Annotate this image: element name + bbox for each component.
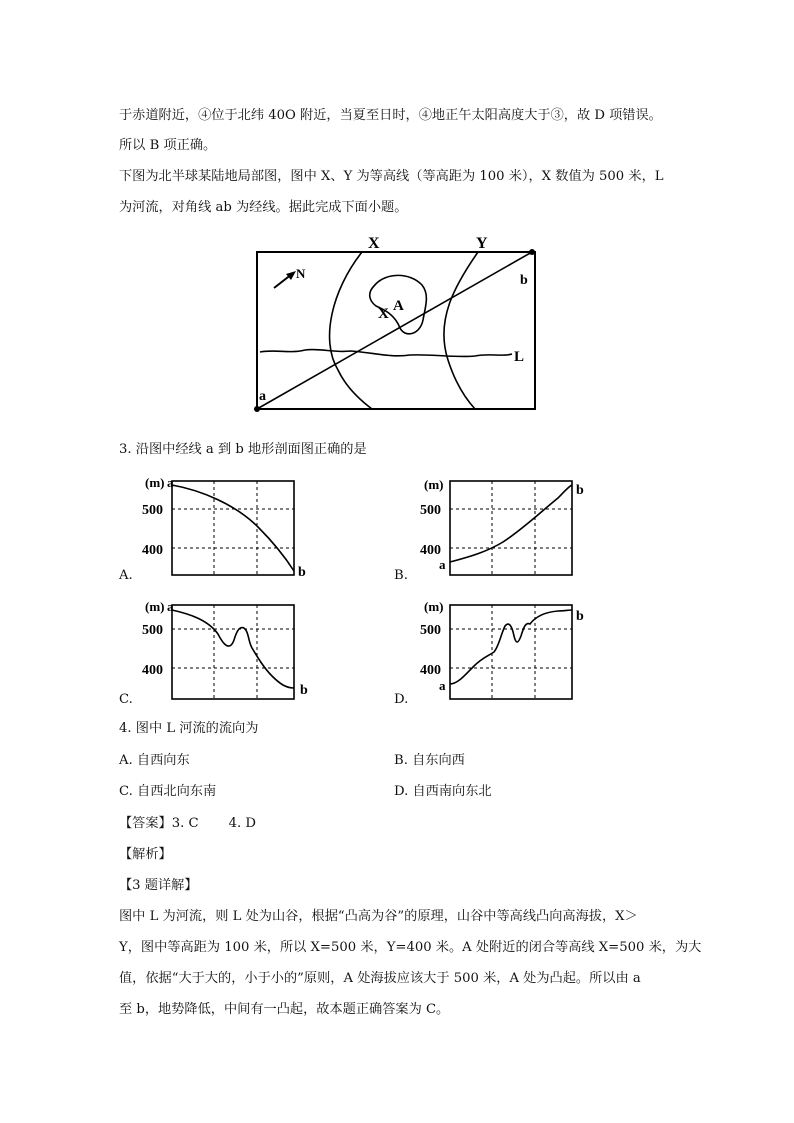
chart-d-tick-400: 400	[420, 663, 441, 678]
chart-c-frame	[172, 605, 294, 699]
option-c-label: C.	[119, 692, 133, 707]
chart-d-profile-line	[450, 610, 572, 684]
label-north: N	[296, 266, 306, 281]
chart-d-label-a: a	[439, 678, 446, 693]
label-point-a: a	[259, 389, 266, 404]
chart-a-tick-400: 400	[142, 543, 163, 558]
option-d-label: D.	[394, 692, 409, 707]
chart-d-label-b: b	[576, 609, 584, 624]
analysis-line-3: 值，依据“大于大的，小于小的”原则，A 处海拔应该大于 500 米，A 处为凸起。所以由 a	[119, 971, 641, 986]
chart-b-tick-400: 400	[420, 543, 441, 558]
contour-x	[330, 252, 372, 409]
chart-b-label-a: a	[439, 557, 446, 572]
contour-map	[250, 230, 550, 420]
analysis-heading: 【解析】	[119, 847, 172, 862]
label-river-l: L	[514, 349, 525, 365]
label-x-top: X	[368, 235, 380, 252]
analysis-subheading: 【3 题详解】	[119, 878, 198, 893]
paragraph-line-3: 下图为北半球某陆地局部图，图中 X、Y 为等高线（等高距为 100 米），X 数值为 500 米，L	[119, 169, 664, 184]
chart-a-frame	[172, 481, 294, 575]
analysis-line-1: 图中 L 为河流，则 L 处为山谷，根据“凸高为谷”的原理，山谷中等高线凸向高海拔，X＞	[119, 909, 638, 924]
chart-c-tick-500: 500	[142, 623, 163, 638]
analysis-line-4: 至 b，地势降低，中间有一凸起，故本题正确答案为 C。	[119, 1002, 450, 1017]
chart-c-label-a: a	[167, 599, 174, 614]
point-b-dot	[529, 249, 535, 255]
label-x-inner: X	[378, 306, 389, 322]
chart-d-tick-500: 500	[420, 623, 441, 638]
chart-a-unit: (m)	[145, 475, 165, 490]
chart-a-tick-500: 500	[142, 503, 163, 518]
profile-chart-a	[140, 472, 315, 582]
chart-c-tick-400: 400	[142, 663, 163, 678]
label-point-b: b	[520, 273, 528, 288]
chart-b-tick-500: 500	[420, 503, 441, 518]
chart-b-frame	[450, 481, 572, 575]
chart-a-label-a: a	[167, 475, 174, 490]
paragraph-line-2: 所以 B 项正确。	[119, 138, 217, 153]
analysis-line-2: Y，图中等高距为 100 米，所以 X=500 米，Y=400 米。A 处附近的闭合等高线 X=500 米，为大	[119, 940, 702, 955]
contour-y	[444, 252, 478, 409]
chart-d-unit: (m)	[424, 599, 444, 614]
paragraph-line-1: 于赤道附近，④位于北纬 40O 附近，当夏至日时，④地正午太阳高度大于③，故 D 项错误。	[119, 108, 662, 123]
label-y-top: Y	[476, 235, 488, 252]
chart-b-unit: (m)	[424, 477, 444, 492]
river-l	[260, 350, 512, 357]
profile-chart-d	[418, 596, 593, 706]
label-a-inner: A	[393, 298, 404, 314]
answer-second: 4. D	[228, 816, 256, 831]
answer-label: 【答案】3. C	[119, 816, 199, 831]
chart-b-profile-line	[450, 485, 572, 562]
chart-c-unit: (m)	[145, 599, 165, 614]
q4-option-a: A. 自西向东	[119, 753, 190, 768]
chart-d-frame	[450, 605, 572, 699]
q4-stem: 4. 图中 L 河流的流向为	[119, 721, 259, 736]
chart-a-label-b: b	[298, 565, 306, 580]
option-b-label: B.	[394, 568, 408, 583]
q4-option-c: C. 自西北向东南	[119, 784, 217, 799]
chart-c-profile-line	[172, 610, 294, 688]
point-a-dot	[254, 406, 260, 412]
profile-chart-b	[418, 472, 593, 582]
paragraph-line-4: 为河流，对角线 ab 为经线。据此完成下面小题。	[119, 200, 408, 215]
chart-c-label-b: b	[300, 683, 308, 698]
profile-chart-c	[140, 596, 315, 706]
answer-line	[119, 812, 256, 831]
option-a-label: A.	[119, 568, 133, 583]
q3-stem: 3. 沿图中经线 a 到 b 地形剖面图正确的是	[119, 442, 367, 457]
chart-a-profile-line	[172, 485, 294, 571]
chart-b-label-b: b	[576, 483, 584, 498]
q4-option-d: D. 自西南向东北	[394, 784, 492, 799]
q4-option-b: B. 自东向西	[394, 753, 465, 768]
